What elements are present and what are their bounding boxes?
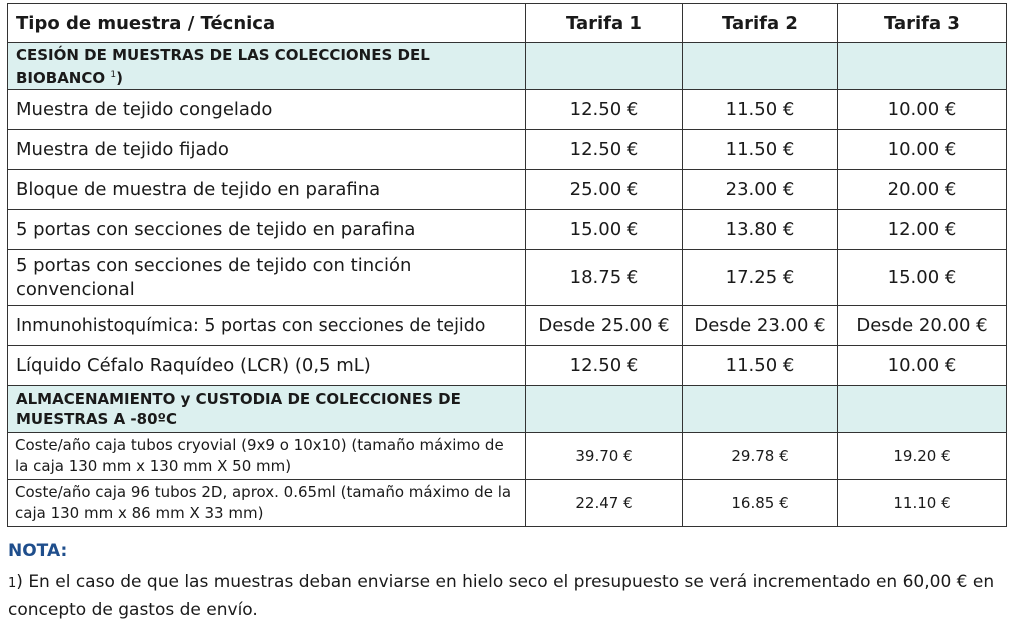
row-rate-2: 11.50 €	[683, 346, 838, 386]
table-row	[8, 433, 1007, 480]
section-almacenamiento-row	[8, 386, 1007, 433]
row-rate-2: 23.00 €	[683, 170, 838, 210]
row-rate-2: 29.78 €	[683, 433, 838, 480]
row-rate-1: 15.00 €	[526, 210, 683, 250]
section-cell-empty	[683, 386, 838, 433]
row-rate-3: 20.00 €	[838, 170, 1007, 210]
header-type: Tipo de muestra / Técnica	[8, 4, 526, 43]
row-rate-1: 39.70 €	[526, 433, 683, 480]
row-rate-2: 11.50 €	[683, 130, 838, 170]
note-footnote-ref: 1	[8, 576, 17, 591]
row-rate-3: 11.10 €	[838, 480, 1007, 527]
table-row	[8, 250, 1007, 306]
row-rate-3: 10.00 €	[838, 130, 1007, 170]
section-cell-empty	[838, 386, 1007, 433]
row-rate-2: 13.80 €	[683, 210, 838, 250]
row-rate-3: 10.00 €	[838, 346, 1007, 386]
section-cesion-row	[8, 43, 1007, 90]
row-rate-3: 12.00 €	[838, 210, 1007, 250]
table-row	[8, 480, 1007, 527]
row-rate-1: 22.47 €	[526, 480, 683, 527]
row-rate-1: 18.75 €	[526, 250, 683, 306]
row-name: Bloque de muestra de tejido en parafina	[8, 170, 526, 210]
row-rate-3: 19.20 €	[838, 433, 1007, 480]
section-cell-empty	[683, 43, 838, 90]
row-rate-1: Desde 25.00 €	[526, 306, 683, 346]
header-rate-3: Tarifa 3	[838, 4, 1007, 43]
table-row	[8, 130, 1007, 170]
note-text	[8, 569, 998, 624]
table-row	[8, 90, 1007, 130]
header-rate-2: Tarifa 2	[683, 4, 838, 43]
row-rate-2: 17.25 €	[683, 250, 838, 306]
row-rate-3: Desde 20.00 €	[838, 306, 1007, 346]
row-name: 5 portas con secciones de tejido con tinción convencional	[8, 250, 526, 306]
table-row	[8, 346, 1007, 386]
price-table	[7, 3, 1007, 527]
row-rate-1: 12.50 €	[526, 346, 683, 386]
section-cesion-title: CESIÓN DE MUESTRAS DE LAS COLECCIONES DEL BIOBANCO $^1$)	[8, 43, 526, 90]
table-header-row	[8, 4, 1007, 43]
section-cell-empty	[526, 43, 683, 90]
footnote-mark: 1	[110, 69, 117, 80]
table-row	[8, 210, 1007, 250]
row-name: Coste/año caja tubos cryovial (9x9 o 10x10) (tamaño máximo de la caja 130 mm x 130 mm X 50 mm)	[8, 433, 526, 480]
row-rate-2: 16.85 €	[683, 480, 838, 527]
section-cell-empty	[838, 43, 1007, 90]
row-name: 5 portas con secciones de tejido en parafina	[8, 210, 526, 250]
row-name: Muestra de tejido fijado	[8, 130, 526, 170]
row-name: Inmunohistoquímica: 5 portas con secciones de tejido	[8, 306, 526, 346]
note-body: ) En el caso de que las muestras deban enviarse en hielo seco el presupuesto se verá incrementado en 60,00 € en concepto de gastos de envío.	[8, 572, 995, 620]
row-name: Muestra de tejido congelado	[8, 90, 526, 130]
row-rate-3: 15.00 €	[838, 250, 1007, 306]
note-title: NOTA:	[8, 541, 68, 561]
row-rate-2: Desde 23.00 €	[683, 306, 838, 346]
section-almacenamiento-title: ALMACENAMIENTO y CUSTODIA DE COLECCIONES DE MUESTRAS A -80ºC	[8, 386, 526, 433]
table-row	[8, 306, 1007, 346]
row-name: Líquido Céfalo Raquídeo (LCR) (0,5 mL)	[8, 346, 526, 386]
row-rate-1: 25.00 €	[526, 170, 683, 210]
section-cell-empty	[526, 386, 683, 433]
header-rate-1: Tarifa 1	[526, 4, 683, 43]
row-rate-2: 11.50 €	[683, 90, 838, 130]
table-row	[8, 170, 1007, 210]
row-rate-1: 12.50 €	[526, 90, 683, 130]
row-rate-1: 12.50 €	[526, 130, 683, 170]
row-name: Coste/año caja 96 tubos 2D, aprox. 0.65ml (tamaño máximo de la caja 130 mm x 86 mm X 33 mm)	[8, 480, 526, 527]
row-rate-3: 10.00 €	[838, 90, 1007, 130]
